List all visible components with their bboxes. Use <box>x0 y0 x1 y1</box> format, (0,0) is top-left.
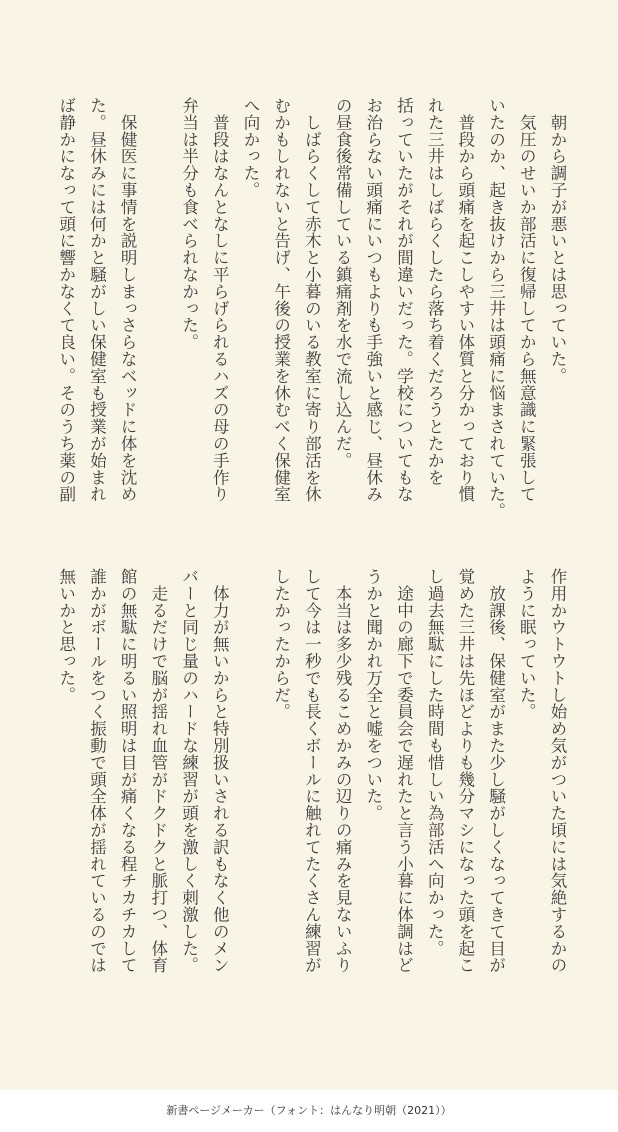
text-line: れた三井はしばらくしたら落ち着くだろうとたかを <box>425 97 445 486</box>
text-line: 無いかと思った。 <box>56 568 76 704</box>
text-line: 括っていたがそれが間違いだった。学校についてもな <box>394 97 414 503</box>
text-line: 普段から頭痛を起こしやすい体質と分かっており慣 <box>455 97 475 503</box>
text-line: したかったからだ。 <box>271 568 291 721</box>
text-tier-top <box>50 97 572 537</box>
text-line: うかと聞かれ万全と嘘をついた。 <box>363 568 383 822</box>
text-line: いたのか、起き抜けから三井は頭痛に悩まされていた。 <box>486 97 506 520</box>
blank-line <box>234 568 265 1008</box>
text-line: むかもしれないと告げ、午後の授業を休むべく保健室 <box>271 97 291 503</box>
text-line: 普段はなんとなしに平らげられるハズの母の手作り <box>210 97 230 503</box>
text-line: しばらくして赤木と小暮のいる教室に寄り部活を休 <box>302 97 322 503</box>
text-line: し過去無駄にした時間も惜しい為部活へ向かった。 <box>425 568 445 957</box>
footer-caption: 新書ページメーカー（フォント：はんなり明朝（2021）） <box>0 1090 618 1132</box>
text-line: 作用かウトウトし始め気がついた頃には気絶するかの <box>548 568 567 974</box>
text-line: ば静かになって頭に響かなくて良い。そのうち薬の副 <box>56 97 76 503</box>
text-line: 保健医に事情を説明しまっさらなベッドに体を沈め <box>118 97 138 503</box>
text-line: 体力が無いからと特別扱いされる訳もなく他のメン <box>210 568 230 974</box>
blank-line <box>142 97 173 537</box>
text-line: 弁当は半分も食べられなかった。 <box>179 97 199 351</box>
text-line: 途中の廊下で委員会で遅れたと言う小暮に体調はど <box>394 568 414 974</box>
text-line: ように眠っていた。 <box>517 568 537 721</box>
text-line: して今は一秒でも長くボールに触れてたくさん練習が <box>302 568 322 974</box>
text-line: 館の無駄に明るい照明は目が痛くなる程チカチカして <box>118 568 138 974</box>
text-line: 本当は多少残るこめかみの辺りの痛みを見ないふり <box>333 568 353 974</box>
text-line: 走るだけで脳が揺れ血管がドクドクと脈打つ、体育 <box>148 568 168 974</box>
text-line: バーと同じ量のハードな練習が頭を激しく刺激した。 <box>179 568 199 974</box>
text-line: 放課後、保健室がまた少し騒がしくなってきて目が <box>486 568 506 974</box>
text-line: 誰かがボールをつく振動で頭全体が揺れているのでは <box>87 568 107 974</box>
text-line: 覚めた三井は先ほどよりも幾分マシになった頭を起こ <box>455 568 475 974</box>
text-line: た。昼休みには何かと騒がしい保健室も授業が始まれ <box>87 97 107 503</box>
text-line: の昼食後常備している鎮痛剤を水で流し込んだ。 <box>333 97 353 469</box>
text-line: へ向かった。 <box>240 97 260 199</box>
text-line: 気圧のせいか部活に復帰してから無意識に緊張して <box>517 97 537 503</box>
text-line: 朝から調子が悪いとは思っていた。 <box>548 97 567 385</box>
text-line: お治らない頭痛にいつもよりも手強いと感じ、昼休み <box>363 97 383 503</box>
text-tier-bottom <box>50 568 572 1008</box>
